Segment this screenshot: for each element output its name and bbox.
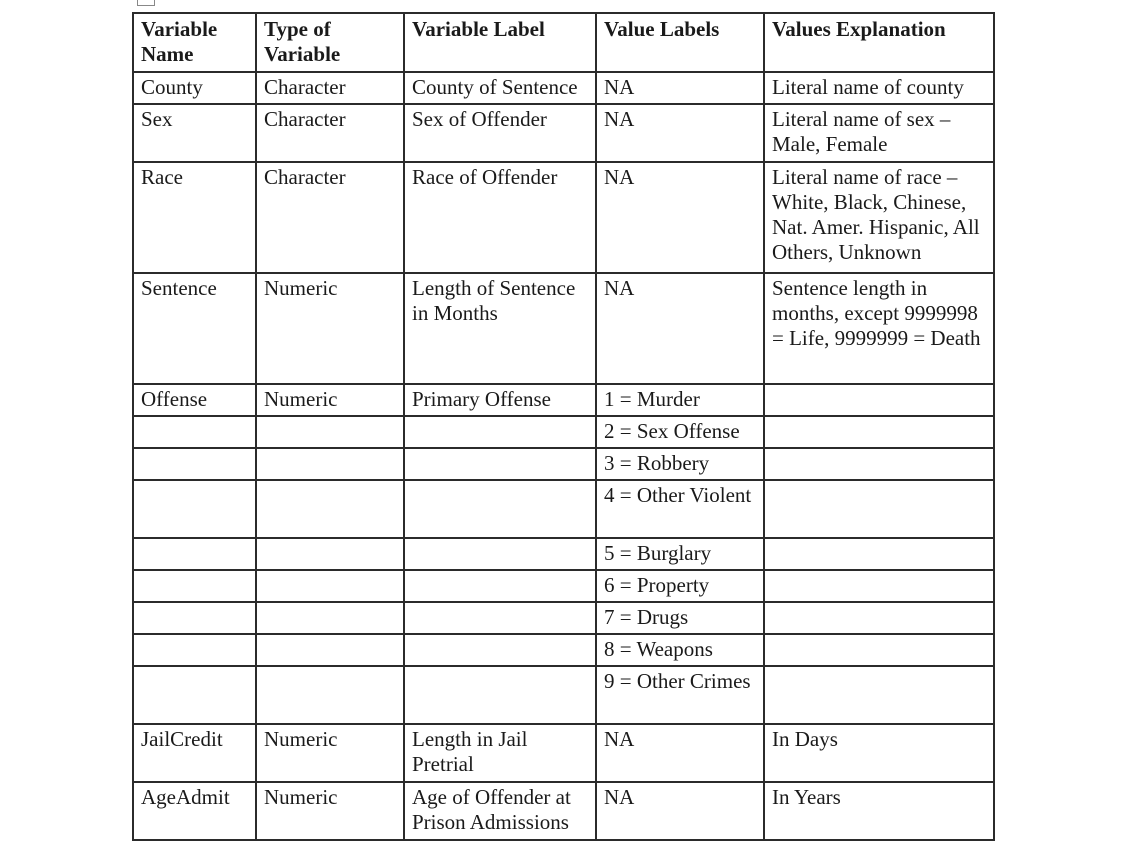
cell-values-explanation: In Years xyxy=(764,782,994,840)
cell-type-of-variable: Character xyxy=(256,162,404,273)
table-row xyxy=(133,538,994,570)
cell-type-of-variable xyxy=(256,666,404,724)
cell-type-of-variable: Numeric xyxy=(256,724,404,782)
cell-variable-label: Age of Offender at Prison Admissions xyxy=(404,782,596,840)
cell-values-explanation xyxy=(764,448,994,480)
cell-variable-name xyxy=(133,480,256,538)
cell-variable-label xyxy=(404,480,596,538)
table-row xyxy=(133,72,994,104)
cell-value-labels: 5 = Burglary xyxy=(596,538,764,570)
cell-variable-name xyxy=(133,602,256,634)
cell-variable-name xyxy=(133,448,256,480)
cell-value-labels: NA xyxy=(596,104,764,162)
table-row xyxy=(133,570,994,602)
cell-type-of-variable xyxy=(256,480,404,538)
cell-variable-name: Race xyxy=(133,162,256,273)
cell-variable-name: AgeAdmit xyxy=(133,782,256,840)
cell-variable-label: Length of Sentence in Months xyxy=(404,273,596,384)
cell-variable-name: Sentence xyxy=(133,273,256,384)
table-row xyxy=(133,104,994,162)
cell-variable-label xyxy=(404,538,596,570)
cell-type-of-variable xyxy=(256,448,404,480)
header-variable-name: Variable Name xyxy=(133,13,256,72)
cell-variable-label: Sex of Offender xyxy=(404,104,596,162)
table-header-row xyxy=(133,13,994,72)
table-move-handle[interactable] xyxy=(137,0,155,6)
cell-type-of-variable xyxy=(256,538,404,570)
cell-variable-name xyxy=(133,634,256,666)
table-row xyxy=(133,782,994,840)
cell-values-explanation: Literal name of sex – Male, Female xyxy=(764,104,994,162)
cell-values-explanation xyxy=(764,602,994,634)
cell-variable-name xyxy=(133,666,256,724)
cell-type-of-variable: Numeric xyxy=(256,782,404,840)
cell-variable-label xyxy=(404,448,596,480)
cell-type-of-variable: Character xyxy=(256,72,404,104)
cell-values-explanation xyxy=(764,634,994,666)
table-row xyxy=(133,480,994,538)
cell-variable-label xyxy=(404,634,596,666)
cell-values-explanation xyxy=(764,538,994,570)
table-row xyxy=(133,384,994,416)
cell-value-labels: 7 = Drugs xyxy=(596,602,764,634)
cell-value-labels: 4 = Other Violent xyxy=(596,480,764,538)
cell-value-labels: NA xyxy=(596,724,764,782)
cell-variable-label xyxy=(404,666,596,724)
cell-variable-label: Length in Jail Pretrial xyxy=(404,724,596,782)
cell-value-labels: 8 = Weapons xyxy=(596,634,764,666)
cell-values-explanation xyxy=(764,480,994,538)
cell-variable-label: Race of Offender xyxy=(404,162,596,273)
cell-variable-label xyxy=(404,416,596,448)
cell-variable-name xyxy=(133,570,256,602)
cell-value-labels: 9 = Other Crimes xyxy=(596,666,764,724)
cell-value-labels: NA xyxy=(596,273,764,384)
cell-type-of-variable xyxy=(256,570,404,602)
codebook-table xyxy=(132,12,995,841)
cell-value-labels: 1 = Murder xyxy=(596,384,764,416)
table-row xyxy=(133,162,994,273)
cell-values-explanation xyxy=(764,570,994,602)
cell-variable-name xyxy=(133,538,256,570)
table-row xyxy=(133,416,994,448)
cell-variable-name xyxy=(133,416,256,448)
cell-value-labels: NA xyxy=(596,782,764,840)
cell-type-of-variable xyxy=(256,602,404,634)
table-row xyxy=(133,634,994,666)
cell-values-explanation xyxy=(764,416,994,448)
table-row xyxy=(133,666,994,724)
cell-values-explanation: Literal name of county xyxy=(764,72,994,104)
cell-type-of-variable xyxy=(256,634,404,666)
cell-type-of-variable xyxy=(256,416,404,448)
cell-type-of-variable: Character xyxy=(256,104,404,162)
cell-value-labels: 6 = Property xyxy=(596,570,764,602)
cell-variable-name: JailCredit xyxy=(133,724,256,782)
header-type-of-variable: Type of Variable xyxy=(256,13,404,72)
table-row xyxy=(133,448,994,480)
cell-values-explanation: Sentence length in months, except 9999998 = Life, 9999999 = Death xyxy=(764,273,994,384)
table-row xyxy=(133,724,994,782)
table-row xyxy=(133,273,994,384)
cell-values-explanation xyxy=(764,666,994,724)
header-variable-label: Variable Label xyxy=(404,13,596,72)
cell-variable-name: Offense xyxy=(133,384,256,416)
table-row xyxy=(133,602,994,634)
cell-variable-label: Primary Offense xyxy=(404,384,596,416)
cell-variable-label xyxy=(404,570,596,602)
cell-value-labels: 3 = Robbery xyxy=(596,448,764,480)
header-values-explanation: Values Explanation xyxy=(764,13,994,72)
cell-values-explanation: In Days xyxy=(764,724,994,782)
cell-type-of-variable: Numeric xyxy=(256,384,404,416)
cell-value-labels: 2 = Sex Offense xyxy=(596,416,764,448)
cell-variable-name: County xyxy=(133,72,256,104)
cell-variable-label xyxy=(404,602,596,634)
cell-variable-label: County of Sentence xyxy=(404,72,596,104)
cell-type-of-variable: Numeric xyxy=(256,273,404,384)
cell-values-explanation: Literal name of race – White, Black, Chinese, Nat. Amer. Hispanic, All Others, Unknown xyxy=(764,162,994,273)
cell-values-explanation xyxy=(764,384,994,416)
header-value-labels: Value Labels xyxy=(596,13,764,72)
cell-value-labels: NA xyxy=(596,162,764,273)
cell-variable-name: Sex xyxy=(133,104,256,162)
cell-value-labels: NA xyxy=(596,72,764,104)
